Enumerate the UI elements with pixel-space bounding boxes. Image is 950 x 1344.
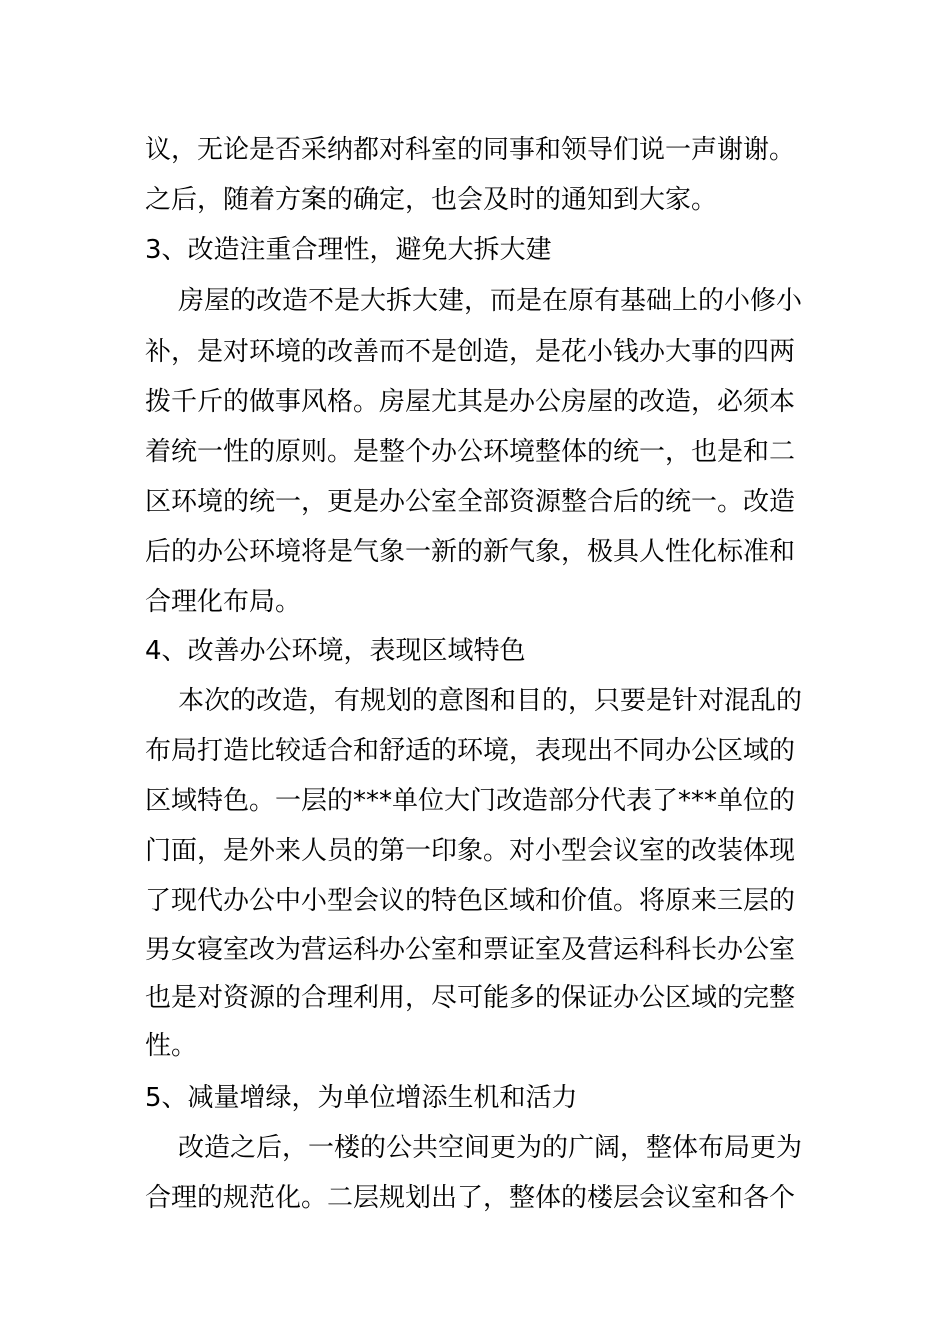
body-text-line: 之后，随着方案的确定，也会及时的通知到大家。: [145, 185, 718, 215]
body-text-line: 门面，是外来人员的第一印象。对小型会议室的改装体现: [145, 836, 796, 866]
body-text-segment-serif: 票证室及营运科科长办公室: [483, 935, 796, 965]
body-text-line: 了现代办公中小型会议的特色区域和价值。将原来三层的: [145, 886, 796, 916]
section-heading-5: 5、减量增绿，为单位增添生机和活力: [145, 1083, 578, 1113]
body-text-line: 布局打造比较适合和舒适的环境，表现出不同办公区域的: [145, 736, 796, 766]
body-text-line: 合理化布局。: [145, 587, 302, 617]
section-heading-4: 4、改善办公环境，表现区域特色: [145, 636, 526, 666]
body-text-line: 本次的改造，有规划的意图和目的，只要是针对混乱的: [178, 686, 803, 716]
body-text-line: 区环境的统一，更是办公室全部资源整合后的统一。改造: [145, 487, 796, 517]
body-text-line: 着统一性的原则。是整个办公环境整体的统一，也是和二: [145, 437, 796, 467]
section-heading-3: 3、改造注重合理性，避免大拆大建: [145, 235, 552, 265]
body-text-line: 补，是对环境的改善而不是创造，是花小钱办大事的四两: [145, 337, 796, 367]
body-text-line: 区域特色。一层的***单位大门改造部分代表了***单位的: [145, 786, 796, 816]
body-text-line: 拨千斤的做事风格。房屋尤其是办公房屋的改造，必须本: [145, 387, 796, 417]
body-text-line: 议，无论是否采纳都对科室的同事和领导们说一声谢谢。: [145, 135, 796, 165]
body-text-segment-sans: 男女寝室改为营运科办公室和: [145, 935, 484, 965]
body-text-line: 性。: [145, 1031, 198, 1061]
body-text-line: 房屋的改造不是大拆大建，而是在原有基础上的小修小: [178, 286, 803, 316]
body-text-line: 也是对资源的合理利用，尽可能多的保证办公区域的完整: [145, 983, 796, 1013]
body-text-line-mixed: [145, 932, 795, 968]
body-text-line: 改造之后，一楼的公共空间更为的广阔，整体布局更为: [178, 1133, 803, 1163]
body-text-line: 后的办公环境将是气象一新的新气象，极具人性化标准和: [145, 537, 796, 567]
body-text-line: 合理的规范化。二层规划出了，整体的楼层会议室和各个: [145, 1183, 796, 1213]
